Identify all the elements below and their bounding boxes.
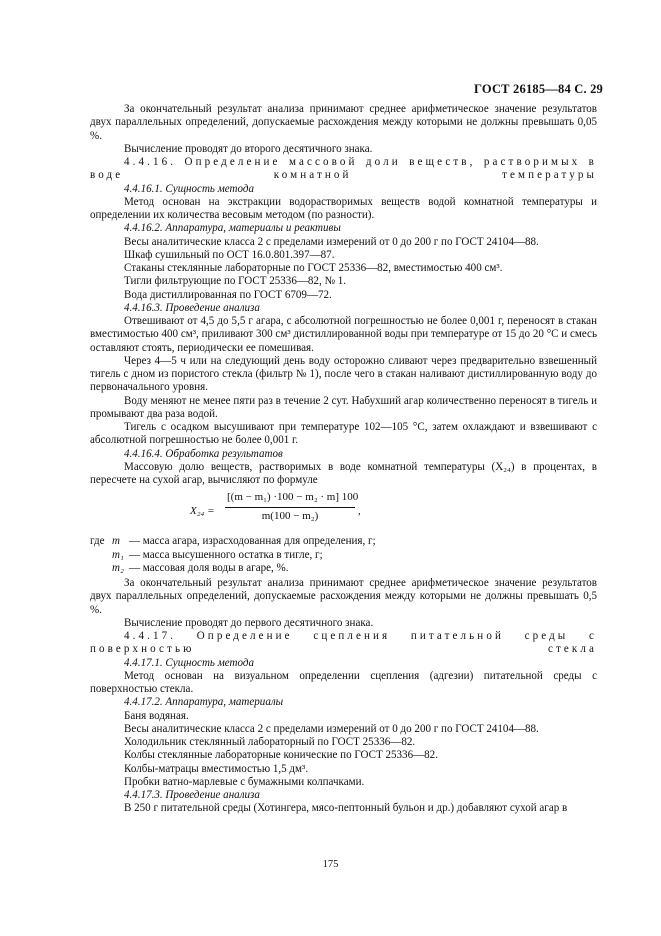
definition-text: — масса высушенного остатка в тигле, г; — [129, 548, 323, 561]
paragraph: Метод основан на визуальном определении сцепления (адгезии) питательной среды с поверхностью стекла. — [90, 669, 597, 695]
list-item: Шкаф сушильный по ОСТ 16.0.801.397—87. — [124, 248, 335, 261]
definition-row — [90, 549, 597, 562]
list-item: Баня водяная. — [124, 709, 189, 722]
list-item: Колбы стеклянные лабораторные конические по ГОСТ 25336—82. — [124, 749, 438, 762]
page-number: 175 — [322, 859, 339, 870]
paragraph: Отвешивают от 4,5 до 5,5 г агара, с абсолютной погрешностью не более 0,001 г, переносят в стакан вместимостью 400 см³, приливают 300 см³ дистиллированной воды при температуре от 15 до 20 °С и смесь оставляют стоять, периодически ее помешивая. — [90, 315, 597, 354]
definition-variable: m₁ — [112, 548, 124, 561]
definition-lead: где — [90, 535, 105, 548]
definition-row — [90, 562, 597, 575]
formula-numerator: [(m − m₁) ·100 − m₂ · m] 100 — [227, 491, 359, 504]
formula-comma: , — [358, 505, 361, 518]
formula-lhs: X₂₄ = — [190, 505, 215, 518]
definition-variable: m — [112, 535, 120, 548]
variable-definitions — [90, 535, 597, 575]
section-heading: 4.4.17. Определение сцепления питательной среды с поверхностью стекла — [90, 630, 597, 656]
paragraph: За окончательный результат анализа принимают среднее арифметическое значение результатов двух параллельных определений, допускаемые расхождения между которыми не должны превышать 0,05 %. — [90, 103, 597, 142]
section-heading: 4.4.16. Определение массовой доли веществ, растворимых в воде комнатной температуры — [90, 156, 597, 182]
formula-x24 — [90, 491, 597, 533]
paragraph: Метод основан на экстракции водорастворимых веществ водой комнатной температуры и определении их количества весовым методом (по разности). — [90, 195, 597, 221]
list-item: Холодильник стеклянный лабораторный по ГОСТ 25336—82. — [124, 736, 416, 748]
page-header: ГОСТ 26185—84 С. 29 — [474, 82, 603, 96]
subsection-heading: 4.4.16.1. Сущность метода — [124, 182, 254, 195]
list-item: Колбы-матрацы вместимостью 1,5 дм³. — [124, 762, 309, 775]
paragraph: За окончательный результат анализа принимают среднее арифметическое значение результатов двух параллельных определений, допускаемые расхождения между которыми не должны превышать 0,5 %. — [90, 577, 597, 616]
list-item: Вода дистиллированная по ГОСТ 6709—72. — [124, 288, 332, 301]
list-item: Весы аналитические класса 2 с пределами измерений от 0 до 200 г по ГОСТ 24104—88. — [124, 235, 539, 248]
paragraph: Массовую долю веществ, растворимых в воде комнатной температуры (X₂₄) в процентах, в пересчете на сухой агар, вычисляют по формуле — [90, 460, 597, 486]
paragraph: Воду меняют не менее пяти раз в течение 2 сут. Набухший агар количественно переносят в тигель и промывают два раза водой. — [90, 394, 597, 420]
subsection-heading: 4.4.17.1. Сущность метода — [124, 656, 254, 669]
definition-row — [90, 535, 597, 548]
definition-text: — масса агара, израсходованная для определения, г; — [129, 535, 376, 548]
subsection-heading: 4.4.16.3. Проведение анализа — [124, 301, 260, 314]
document-body — [90, 103, 597, 816]
paragraph: В 250 г питательной среды (Хотингера, мясо-пептонный бульон и др.) добавляют сухой агар в — [124, 802, 568, 815]
paragraph: Через 4—5 ч или на следующий день воду осторожно сливают через предварительно взвешенный тигель с дном из пористого стекла (фильтр № 1), после чего в стакан наливают дистиллированную воду до первоначального уровня. — [90, 354, 597, 394]
subsection-heading: 4.4.17.2. Аппаратура, материалы — [124, 696, 284, 709]
subsection-heading: 4.4.16.4. Обработка результатов — [124, 447, 283, 460]
definition-variable: m₂ — [112, 561, 124, 574]
paragraph: Вычисление проводят до первого десятичного знака. — [124, 616, 374, 629]
paragraph: Тигель с осадком высушивают при температуре 102—105 °С, затем охлаждают и взвешивают с абсолютной погрешностью не более 0,001 г. — [90, 421, 597, 447]
subsection-heading: 4.4.17.3. Проведение анализа — [124, 789, 260, 801]
definition-text: — массовая доля воды в агаре, %. — [129, 561, 289, 574]
list-item: Пробки ватно-марлевые с бумажными колпачками. — [124, 775, 365, 788]
subsection-heading: 4.4.16.2. Аппаратура, материалы и реактивы — [124, 222, 341, 235]
paragraph: Вычисление проводят до второго десятичного знака. — [124, 142, 373, 155]
formula-denominator: m(100 − m₂) — [261, 509, 319, 522]
formula-fraction — [225, 491, 359, 523]
list-item: Весы аналитические класса 2 с пределами измерений от 0 до 200 г по ГОСТ 24104—88. — [124, 722, 539, 735]
list-item: Стаканы стеклянные лабораторные по ГОСТ 25336—82, вместимостью 400 см³. — [124, 262, 503, 274]
list-item: Тигли фильтрующие по ГОСТ 25336—82, № 1. — [124, 275, 347, 288]
